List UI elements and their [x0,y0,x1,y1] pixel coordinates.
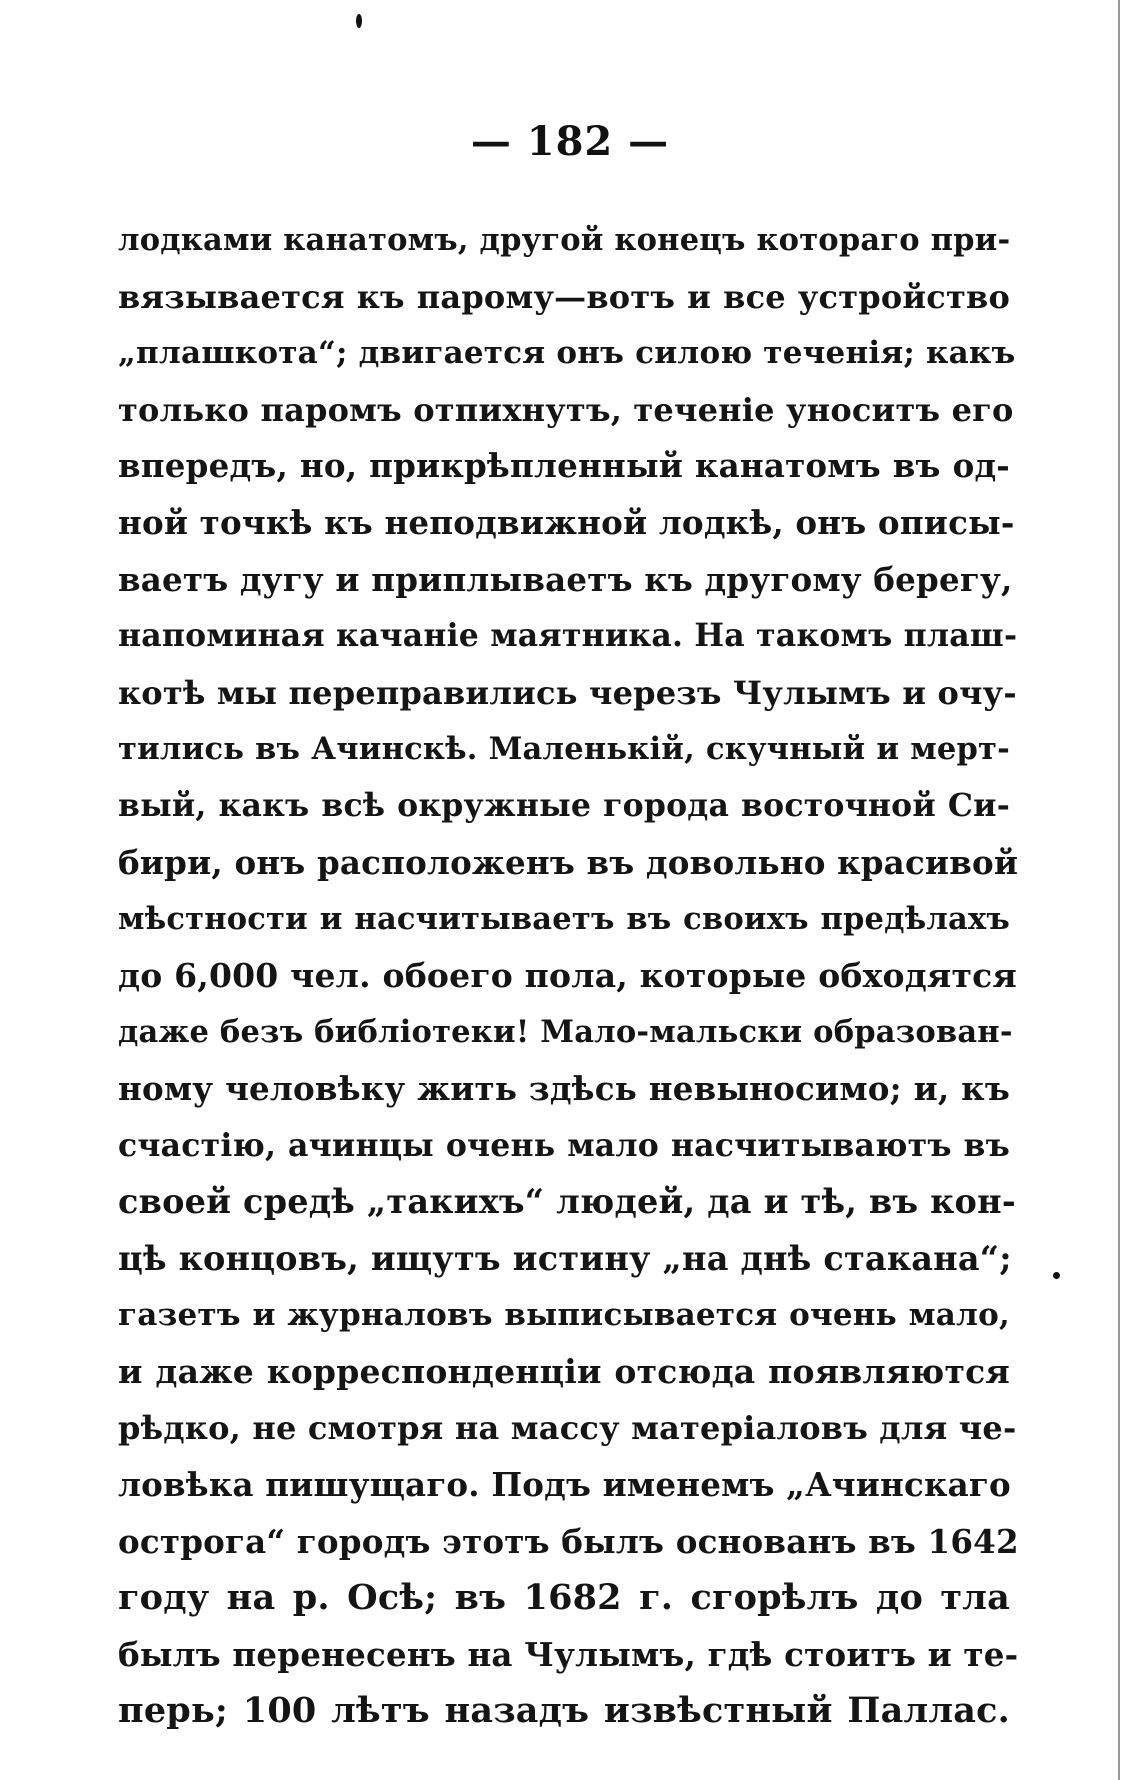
text-line: вый, какъ всѣ окружные города восточной Си- [118,786,1010,824]
text-line: только паромъ отпихнутъ, теченіе уноситъ его [118,390,1014,429]
text-line: цѣ концовъ, ищутъ истину „на днѣ стакана“; [118,1238,1012,1278]
text-line: мѣстности и насчитываетъ въ своихъ предѣлахъ [118,901,1010,938]
ink-speck [1053,1272,1060,1279]
text-line: ловѣка пишущаго. Подъ именемъ „Ачинскаго [118,1465,1011,1505]
page-number: — 182 — [470,118,670,165]
body-text [118,212,1019,1740]
text-line: впередъ, но, прикрѣпленный канатомъ въ од- [118,446,1010,486]
page-edge [1118,0,1120,1780]
text-line: вязывается къ парому—вотъ и все устройство [118,277,1010,316]
text-line: до 6,000 чел. обоего пола, которые обходятся [118,955,1017,995]
text-line: и даже корреспонденціи отсюда появляются [118,1351,1010,1391]
text-line: тились въ Ачинскѣ. Маленькій, скучный и мерт- [118,731,1010,768]
text-line: „плашкота“; двигается онъ силою теченія; какъ [118,335,1016,372]
text-line: напоминая качаніе маятника. На такомъ плаш- [118,617,1018,655]
text-line: ному человѣку жить здѣсь невыносимо; и, къ [118,1068,1010,1108]
text-line: году на р. Осѣ; въ 1682 г. сгорѣлъ до тла [118,1577,1010,1619]
text-line: рѣдко, не смотря на массу матеріаловъ для че- [118,1409,1017,1448]
ink-speck [356,14,362,28]
text-line: перь; 100 лѣтъ назадъ извѣстный Паллас. [118,1690,1010,1732]
text-line: лодками канатомъ, другой конецъ котораго при- [118,222,1011,258]
text-line: ной точкѣ къ неподвижной лодкѣ, онъ описы- [118,502,1015,542]
text-line: газетъ и журналовъ выписывается очень мало, [118,1297,1010,1334]
text-line: былъ перенесенъ на Чулымъ, гдѣ стоитъ и те- [118,1634,1019,1674]
text-line: котѣ мы переправились черезъ Чулымъ и очу- [118,673,1017,712]
text-line: острога“ городъ этотъ былъ основанъ въ 1642 [118,1521,1019,1561]
text-line: даже безъ библіотеки! Мало-мальски образован- [118,1014,1013,1051]
text-line: бири, онъ расположенъ въ довольно красивой [118,842,1019,882]
text-line: своей средѣ „такихъ“ людей, да и тѣ, въ кон- [118,1182,1016,1222]
text-line: счастію, ачинцы очень мало насчитываютъ въ [118,1126,1010,1164]
text-line: ваетъ дугу и приплываетъ къ другому берегу, [118,559,1013,599]
